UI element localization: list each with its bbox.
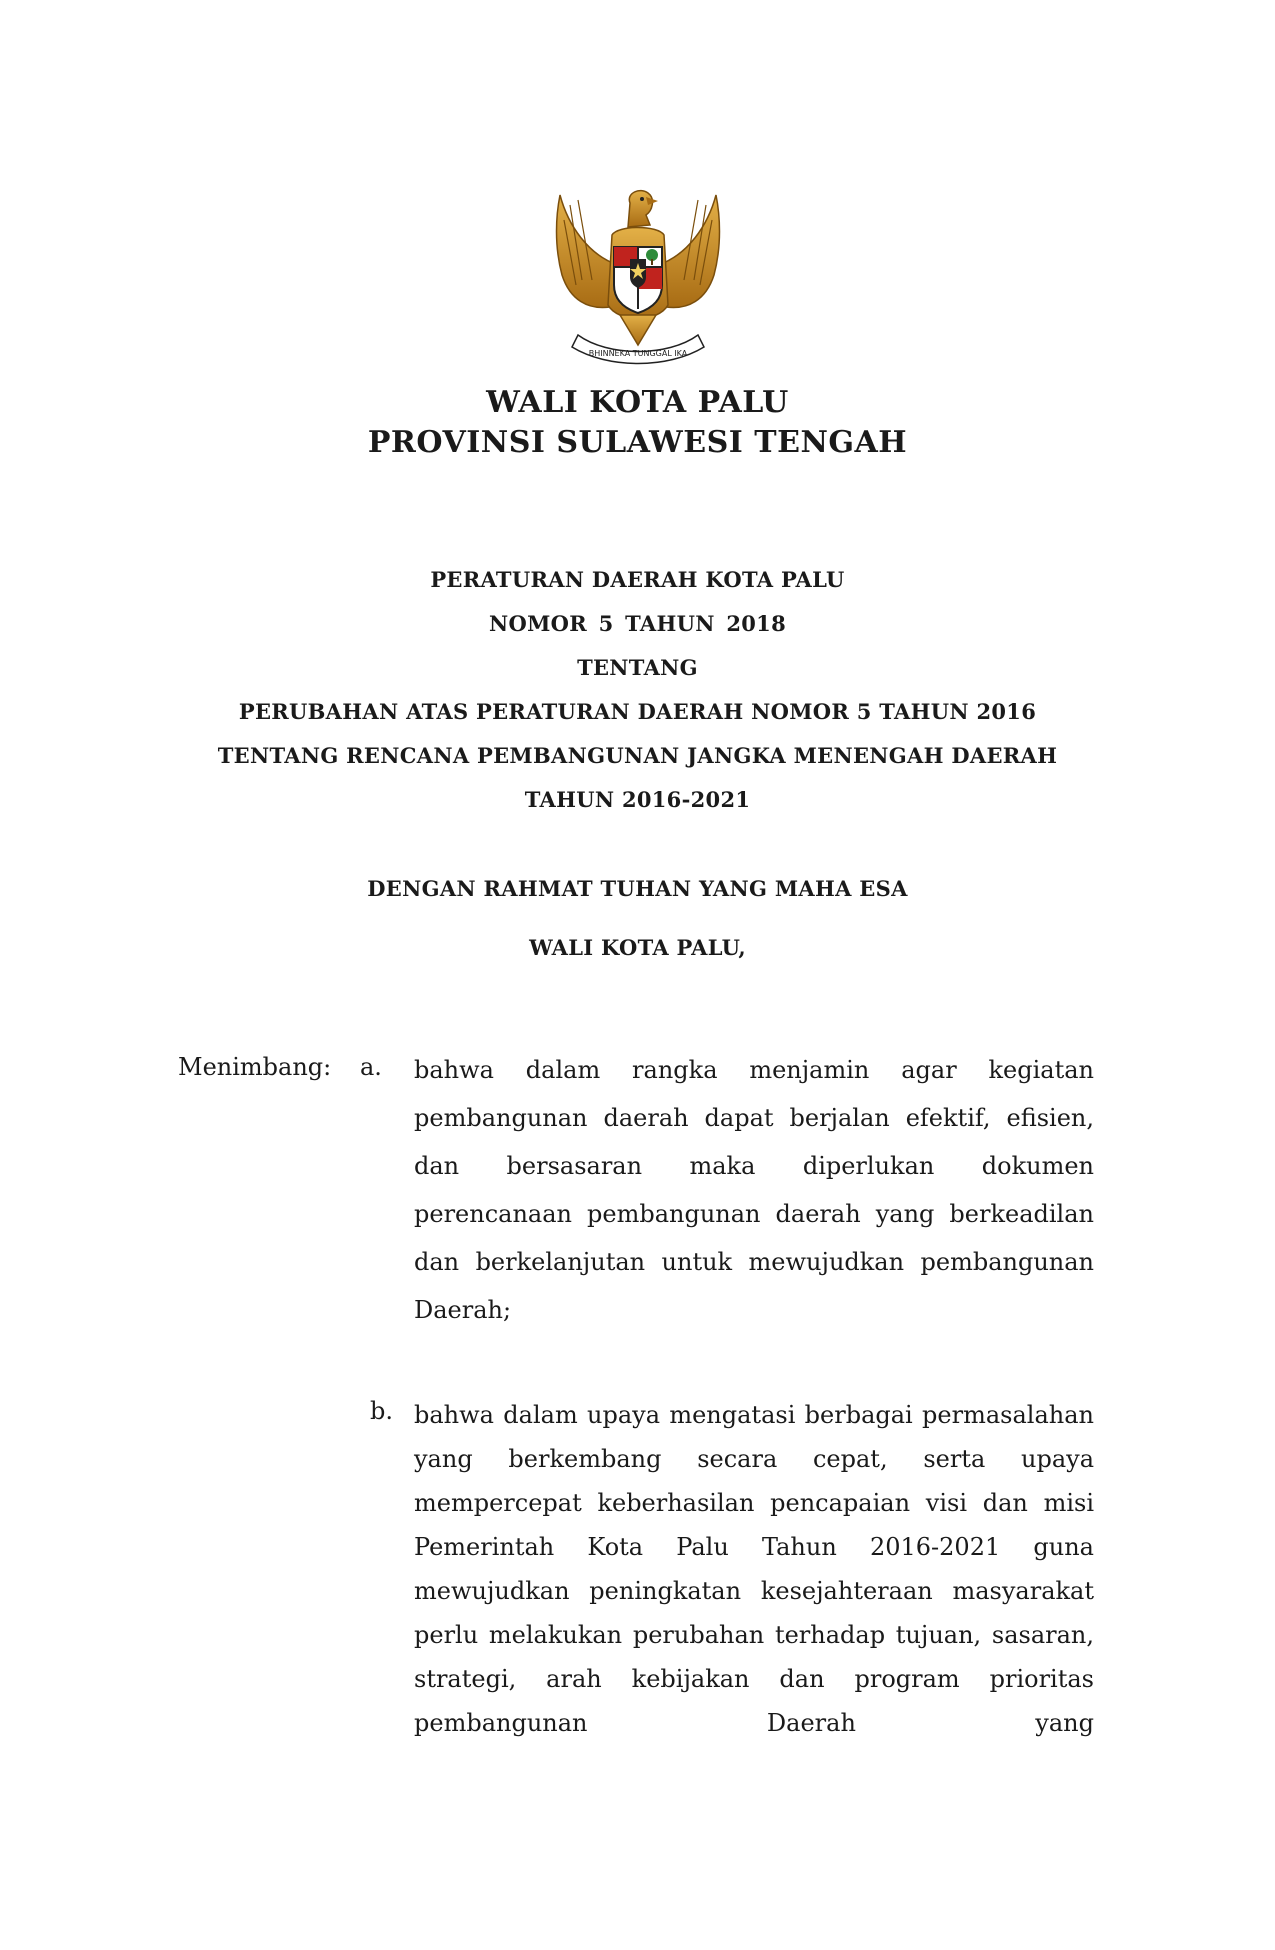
enacting-authority: WALI KOTA PALU,: [529, 935, 746, 960]
item-marker-b: b.: [370, 1397, 393, 1425]
regulation-subject-line-2: TENTANG RENCANA PEMBANGUNAN JANGKA MENENGAH DAERAH: [217, 743, 1058, 768]
garuda-emblem-icon: [548, 185, 728, 375]
province-title: PROVINSI SULAWESI TENGAH: [367, 425, 908, 460]
authority-title: WALI KOTA PALU: [486, 385, 789, 420]
emblem-motto: BHINNEKA TUNGGAL IKA: [588, 349, 688, 358]
considering-label: Menimbang:: [178, 1053, 332, 1081]
invocation: DENGAN RAHMAT TUHAN YANG MAHA ESA: [367, 876, 908, 901]
regulation-subject-line-3: TAHUN 2016-2021: [524, 787, 751, 812]
considering-item-a: bahwa dalam rangka menjamin agar kegiatan pembangunan daerah dapat berjalan efektif, efisien, dan bersasaran maka diperlukan dokumen perencanaan pembangunan daerah yang berkeadilan dan berkelanjutan untuk mewujudkan pembangunan Daerah;: [414, 1056, 1094, 1324]
regulation-subject-line-1: PERUBAHAN ATAS PERATURAN DAERAH NOMOR 5 TAHUN 2016: [238, 699, 1037, 724]
regulation-about: TENTANG: [577, 655, 698, 680]
regulation-line-1: PERATURAN DAERAH KOTA PALU: [430, 567, 845, 592]
item-marker-a: a.: [360, 1053, 382, 1081]
regulation-number: NOMOR 5 TAHUN 2018: [489, 611, 786, 636]
considering-item-b: bahwa dalam upaya mengatasi berbagai permasalahan yang berkembang secara cepat, serta upaya mempercepat keberhasilan pencapaian visi dan misi Pemerintah Kota Palu Tahun 2016-2021 guna mewujudkan peningkatan kesejahteraan masyarakat perlu melakukan perubahan terhadap tujuan, sasaran, strategi, arah kebijakan dan program prioritas pembangunan Daerah yang: [414, 1401, 1094, 1737]
